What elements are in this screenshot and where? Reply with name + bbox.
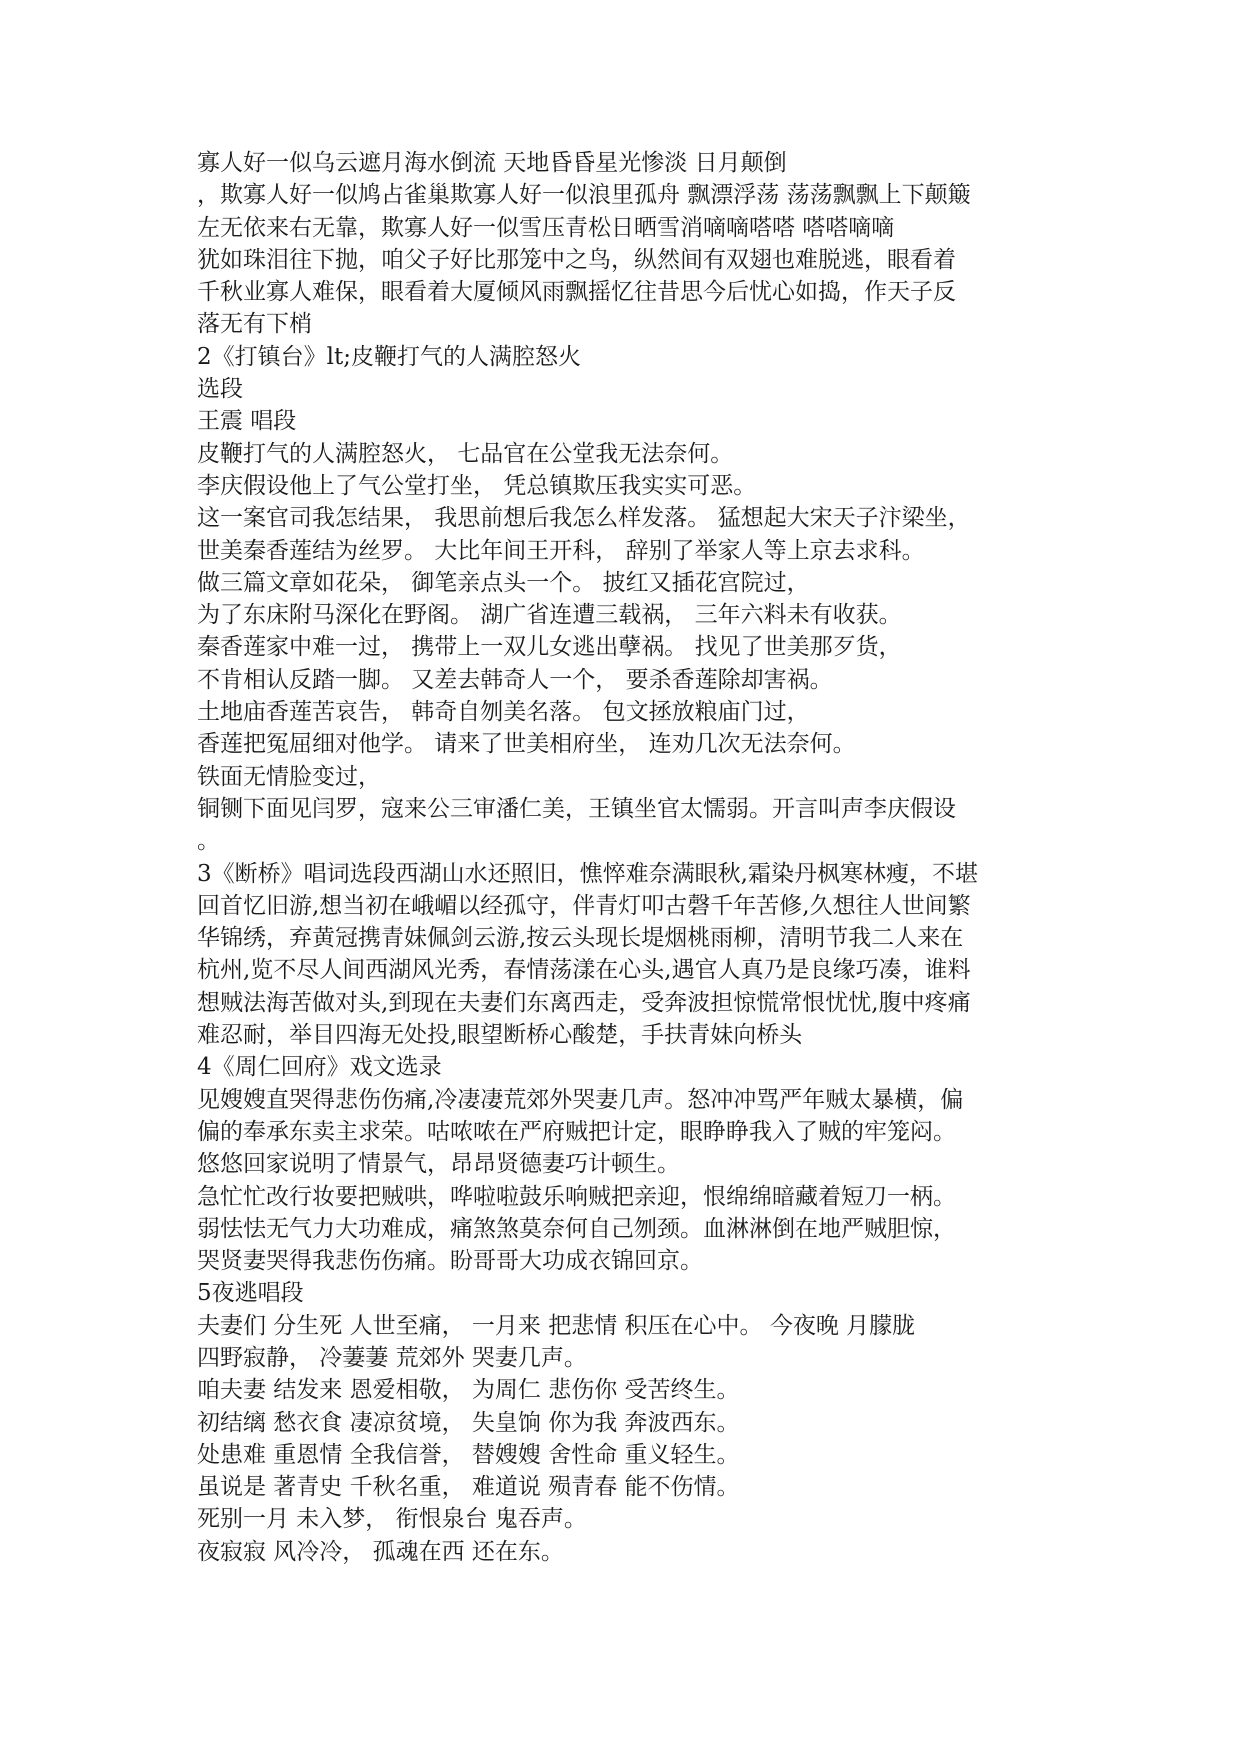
text-line: 王震 唱段 bbox=[197, 408, 297, 435]
text-line: 夫妻们 分生死 人世至痛， 一月来 把悲情 积压在心中。 今夜晚 月朦胧 bbox=[197, 1312, 916, 1339]
text-line: 香莲把冤屈细对他学。 请来了世美相府坐， 连劝几次无法奈何。 bbox=[197, 731, 856, 758]
text-line: 杭州,览不尽人间西湖风光秀，春情荡漾在心头,遇官人真乃是良缘巧凑，谁料 bbox=[197, 957, 971, 984]
text-line: 这一案官司我怎结果， 我思前想后我怎么样发落。 猛想起大宋天子汴梁坐， bbox=[197, 505, 971, 532]
text-line: 难忍耐，举目四海无处投,眼望断桥心酸楚，手扶青妹向桥头 bbox=[197, 1022, 803, 1049]
text-line: 左无依来右无靠，欺寡人好一似雪压青松日晒雪消嘀嘀嗒嗒 嗒嗒嘀嘀 bbox=[197, 214, 895, 241]
text-line: 虽说是 著青史 千秋名重， 难道说 殒青春 能不伤情。 bbox=[197, 1474, 740, 1501]
section-heading: 5夜逃唱段 bbox=[197, 1280, 304, 1307]
text-line: ，欺寡人好一似鸠占雀巢欺寡人好一似浪里孤舟 飘漂浮荡 荡荡飘飘上下颠簸 bbox=[197, 182, 971, 209]
text-line: 铜铡下面见闫罗，寇来公三审潘仁美，王镇坐官太懦弱。开言叫声李庆假设 bbox=[197, 795, 956, 822]
text-line: 回首忆旧游,想当初在峨嵋以经孤守，伴青灯叩古磬千年苦修,久想往人世间繁 bbox=[197, 892, 971, 919]
text-line: 秦香莲家中难一过， 携带上一双儿女逃出孽祸。 找见了世美那歹货， bbox=[197, 634, 902, 661]
text-line: 世美秦香莲结为丝罗。 大比年间王开科， 辞别了举家人等上京去求科。 bbox=[197, 537, 925, 564]
text-line: 寡人好一似乌云遮月海水倒流 天地昏昏星光惨淡 日月颠倒 bbox=[197, 150, 787, 176]
text-line: 。 bbox=[197, 828, 220, 855]
text-line: 处患难 重恩情 全我信誉， 替嫂嫂 舍性命 重义轻生。 bbox=[197, 1441, 740, 1468]
text-line: 弱怯怯无气力大功难成，痛煞煞莫奈何自己刎颈。血淋淋倒在地严贼胆惊， bbox=[197, 1215, 956, 1242]
section-heading: 4《周仁回府》戏文选录 bbox=[197, 1054, 442, 1081]
text-line: 偏的奉承东卖主求荣。咕哝哝在严府贼把计定，眼睁睁我入了贼的牢笼闷。 bbox=[197, 1118, 956, 1145]
text-line: 想贼法海苦做对头,到现在夫妻们东离西走，受奔波担惊慌常恨忧忧,腹中疼痛 bbox=[197, 989, 971, 1016]
text-line: 见嫂嫂直哭得悲伤伤痛,冷凄凄荒郊外哭妻几声。怒冲冲骂严年贼太暴横，偏 bbox=[197, 1086, 964, 1113]
text-line: 哭贤妻哭得我悲伤伤痛。盼哥哥大功成衣锦回京。 bbox=[197, 1248, 703, 1275]
document-body bbox=[197, 147, 1057, 1568]
text-line: 铁面无情脸变过， bbox=[197, 763, 381, 790]
text-line: 皮鞭打气的人满腔怒火， 七品官在公堂我无法奈何。 bbox=[197, 440, 734, 467]
text-line: 落无有下梢 bbox=[197, 311, 312, 338]
text-line: 做三篇文章如花朵， 御笔亲点头一个。 披红又插花宫院过， bbox=[197, 569, 810, 596]
text-line: 夜寂寂 风冷冷， 孤魂在西 还在东。 bbox=[197, 1538, 564, 1565]
text-line: 急忙忙改行妆要把贼哄，哗啦啦鼓乐响贼把亲迎，恨绵绵暗藏着短刀一柄。 bbox=[197, 1183, 956, 1210]
text-line: 死别一月 未入梦， 衔恨泉台 鬼吞声。 bbox=[197, 1506, 587, 1533]
text-line: 不肯相认反踏一脚。 又差去韩奇人一个， 要杀香莲除却害祸。 bbox=[197, 666, 833, 693]
text-line: 咱夫妻 结发来 恩爱相敬， 为周仁 悲伤你 受苦终生。 bbox=[197, 1377, 740, 1404]
text-line: 土地庙香莲苦哀告， 韩奇自刎美名落。 包文拯放粮庙门过， bbox=[197, 699, 810, 726]
text-line: 李庆假设他上了气公堂打坐， 凭总镇欺压我实实可恶。 bbox=[197, 472, 757, 499]
text-line: 四野寂静， 冷萋萋 荒郊外 哭妻几声。 bbox=[197, 1344, 587, 1371]
section-heading: 2《打镇台》lt;皮鞭打气的人满腔怒火 bbox=[197, 343, 581, 370]
text-line: 千秋业寡人难保，眼看着大厦倾风雨飘摇忆往昔思今后忧心如捣，作天子反 bbox=[197, 279, 956, 306]
text-line: 华锦绣，弃黄冠携青妹佩剑云游,按云头现长堤烟桃雨柳，清明节我二人来在 bbox=[197, 925, 964, 952]
text-line: 为了东床附马深化在野阁。 湖广省连遭三载祸， 三年六料未有收获。 bbox=[197, 602, 902, 629]
section-heading: 3《断桥》唱词选段西湖山水还照旧，憔悴难奈满眼秋,霜染丹枫寒林瘦，不堪 bbox=[197, 860, 978, 887]
text-line: 犹如珠泪往下抛，咱父子好比那笼中之鸟，纵然间有双翅也难脱逃，眼看着 bbox=[197, 246, 956, 273]
text-line: 选段 bbox=[197, 376, 243, 403]
text-line: 初结缡 愁衣食 凄凉贫境， 失皇饷 你为我 奔波西东。 bbox=[197, 1409, 740, 1436]
text-line: 悠悠回家说明了情景气，昂昂贤德妻巧计顿生。 bbox=[197, 1151, 680, 1178]
